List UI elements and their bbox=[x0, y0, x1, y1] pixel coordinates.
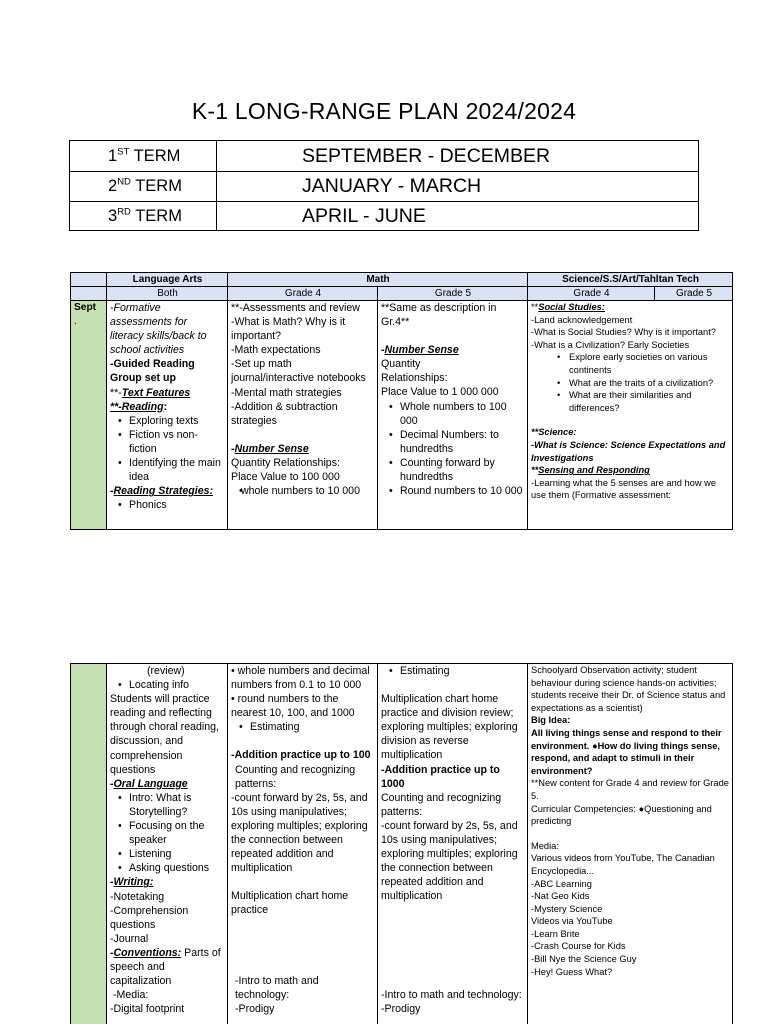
la-text: -Formative bbox=[110, 302, 161, 314]
sci-text: -Mystery Science bbox=[531, 903, 603, 914]
month-label: Sept bbox=[74, 302, 97, 313]
sci-heading: All living things sense and respond to their environment. ●How do living things sense, respond, and adapt to stimuli in their environment? bbox=[531, 727, 722, 776]
language-arts-cell bbox=[107, 301, 228, 530]
la-heading: Reading Strategies: bbox=[113, 485, 214, 498]
list-item: • What are the traits of a civilization? bbox=[531, 377, 730, 390]
list-item: • Whole numbers to 100 000 bbox=[381, 400, 525, 428]
la-text: -Journal bbox=[110, 932, 149, 945]
list-item: • Locating info bbox=[110, 678, 225, 692]
math-text: Place Value to 1 000 000 bbox=[381, 386, 499, 399]
la-text: -Comprehension questions bbox=[110, 904, 189, 931]
math-text: -Prodigy bbox=[235, 1002, 275, 1015]
la-text: - bbox=[110, 777, 114, 790]
sci-text: ** bbox=[531, 302, 539, 312]
math-text: whole numbers and decimal numbers from 0.1 to 10 000 bbox=[231, 665, 370, 692]
sci-text: ** bbox=[531, 465, 539, 476]
math-text: -What is Math? Why is it important? bbox=[231, 316, 346, 343]
la-text: Students will practice reading and reflecting through choral reading, discussion, and comprehension questions bbox=[110, 693, 219, 776]
math-text: -count forward by 2s, 5s, and 10s using manipulatives; exploring multiples; exploring the connection between repeated addition and multiplication bbox=[231, 791, 368, 875]
list-item: • whole numbers to 10 000 bbox=[231, 484, 375, 498]
math-text: Counting and recognizing patterns: bbox=[381, 791, 502, 818]
la-text: -Digital footprint bbox=[110, 1003, 185, 1016]
math-grade4-cell bbox=[228, 301, 378, 530]
month-cell bbox=[71, 664, 107, 1024]
sci-text: -What is a Civilization? Early Societies bbox=[531, 339, 690, 350]
list-item: • Counting forward by hundredths bbox=[381, 456, 525, 484]
sci-text: -Hey! Guess What? bbox=[531, 966, 613, 977]
math-text: -Mental math strategies bbox=[231, 386, 342, 399]
la-text: : bbox=[163, 400, 168, 413]
list-item: • Explore early societies on various continents bbox=[531, 351, 730, 376]
la-heading: Writing: bbox=[113, 876, 154, 889]
sci-text: -Crash Course for Kids bbox=[531, 941, 626, 952]
sci-text: Media: bbox=[531, 840, 559, 851]
la-heading: -Guided Reading bbox=[110, 358, 195, 371]
science-cell bbox=[528, 301, 733, 530]
math-text: round numbers to the nearest 10, 100, and 1000 bbox=[231, 693, 355, 720]
math-text: Relationships: bbox=[381, 372, 448, 385]
la-text: -Media: bbox=[113, 989, 149, 1002]
math-text: -Intro to math and technology: bbox=[235, 974, 319, 1001]
header-row-subjects bbox=[71, 273, 733, 287]
la-heading: Group set up bbox=[110, 372, 176, 385]
la-text: - bbox=[110, 946, 114, 959]
math-heading: Number Sense bbox=[234, 442, 309, 455]
terms-table bbox=[69, 140, 699, 231]
plan-table-page-2 bbox=[70, 663, 733, 1024]
sci-text: Various videos from YouTube, The Canadian Encyclopedia... bbox=[531, 853, 715, 876]
list-item: • Estimating bbox=[381, 664, 525, 678]
month-cell bbox=[71, 301, 107, 530]
math-text: - bbox=[381, 344, 385, 357]
la-text: school activities bbox=[110, 344, 185, 357]
list-item: • Identifying the main idea bbox=[110, 456, 225, 484]
math-text: Place Value to 100 000 bbox=[231, 471, 340, 484]
math-text: -Math expectations bbox=[231, 344, 321, 357]
sci-heading: **Science: bbox=[531, 427, 577, 438]
list-item: • Decimal Numbers: to hundredths bbox=[381, 428, 525, 456]
list-item: • Listening bbox=[110, 847, 225, 861]
math-bullet-line: • round numbers to the nearest 10, 100, and 1000 bbox=[231, 693, 355, 720]
la-heading: Text Features bbox=[121, 386, 191, 399]
la-text: - bbox=[110, 876, 114, 889]
math-text: -Addition & subtraction strategies bbox=[231, 400, 338, 427]
term-label: 3RD TERM bbox=[70, 202, 217, 231]
sci-text: Videos via YouTube bbox=[531, 916, 613, 927]
header-blank bbox=[71, 273, 107, 287]
math-text: -Set up math journal/interactive notebooks bbox=[231, 358, 366, 385]
sci-text: -What is Social Studies? Why is it important? bbox=[531, 327, 716, 338]
header-both: Both bbox=[107, 287, 228, 301]
list-item: • Intro: What is Storytelling? bbox=[110, 791, 225, 819]
sci-heading: Social Studies: bbox=[538, 302, 605, 312]
sci-heading: Sensing and Responding bbox=[538, 465, 650, 476]
header-sci-grade5: Grade 5 bbox=[655, 287, 733, 301]
math-text: **-Assessments and review bbox=[231, 302, 360, 314]
term-months: SEPTEMBER - DECEMBER bbox=[217, 141, 699, 172]
term-months: APRIL - JUNE bbox=[217, 202, 699, 231]
la-heading: Oral Language bbox=[113, 777, 188, 790]
plan-row-continued bbox=[71, 664, 733, 1024]
list-item: • Asking questions bbox=[110, 861, 225, 875]
la-text: (review) bbox=[147, 665, 185, 677]
la-text: Parts of speech and capitalization bbox=[110, 946, 221, 988]
term-row bbox=[70, 172, 699, 202]
sci-text: -Learning what the 5 senses are and how we use them (Formative assessment: bbox=[531, 477, 717, 501]
language-arts-cell bbox=[107, 664, 228, 1024]
header-blank bbox=[71, 287, 107, 301]
math-grade5-cell bbox=[378, 301, 528, 530]
sci-heading: -What is Science: Science Expectations and Investigations bbox=[531, 439, 726, 463]
header-math-grade4: Grade 4 bbox=[228, 287, 378, 301]
math-text: Quantity bbox=[381, 358, 421, 371]
sci-heading: Big Idea: bbox=[531, 715, 571, 726]
term-row bbox=[70, 202, 699, 231]
header-row-grades bbox=[71, 287, 733, 301]
math-text: **Same as description in Gr.4** bbox=[381, 302, 497, 329]
header-sci-grade4: Grade 4 bbox=[528, 287, 655, 301]
math-text: Multiplication chart home practice and division review; exploring multiples; exploring division as reverse multiplication bbox=[381, 693, 518, 762]
page-title: K-1 LONG-RANGE PLAN 2024/2024 bbox=[191, 98, 577, 124]
la-text: -Notetaking bbox=[110, 890, 165, 903]
sci-text: -Learn Brite bbox=[531, 928, 580, 939]
term-label: 1ST TERM bbox=[70, 141, 217, 172]
list-item: • Phonics bbox=[110, 498, 225, 512]
math-text: Multiplication chart home practice bbox=[231, 890, 349, 917]
la-text: literacy skills/back to bbox=[110, 330, 207, 343]
math-bullet-line: • whole numbers and decimal numbers from 0.1 to 10 000 bbox=[231, 665, 370, 692]
month-suffix: . bbox=[74, 316, 77, 328]
list-item: • Exploring texts bbox=[110, 414, 225, 428]
list-item: • Estimating bbox=[231, 720, 375, 734]
science-cell bbox=[528, 664, 733, 1024]
math-heading: -Addition practice up to 100 bbox=[231, 749, 371, 762]
list-item: • Round numbers to 10 000 bbox=[381, 484, 525, 498]
math-text: -count forward by 2s, 5s, and 10s using manipulatives; exploring multiples; exploring the connection between repeated addition and multiplication bbox=[381, 819, 518, 903]
math-text: Counting and recognizing patterns: bbox=[235, 763, 356, 790]
math-heading: -Addition practice up to 1000 bbox=[381, 763, 500, 790]
sci-text: -Bill Nye the Science Guy bbox=[531, 954, 637, 965]
math-text: -Intro to math and technology: bbox=[381, 988, 522, 1001]
math-heading: Number Sense bbox=[384, 344, 459, 357]
math-grade4-cell bbox=[228, 664, 378, 1024]
math-grade5-cell bbox=[378, 664, 528, 1024]
list-item: • What are their similarities and differences? bbox=[531, 389, 730, 414]
la-text: - bbox=[110, 485, 114, 498]
la-heading: Conventions: bbox=[113, 946, 182, 959]
plan-table-page-1 bbox=[70, 272, 733, 530]
term-months: JANUARY - MARCH bbox=[217, 172, 699, 202]
list-item: • Fiction vs non-fiction bbox=[110, 428, 225, 456]
math-text: Quantity Relationships: bbox=[231, 456, 340, 469]
sci-text: -Nat Geo Kids bbox=[531, 891, 590, 902]
sci-text: Curricular Competencies: ●Questioning and predicting bbox=[531, 803, 712, 827]
la-text: **- bbox=[110, 400, 122, 413]
list-item: • Focusing on the speaker bbox=[110, 819, 225, 847]
term-label: 2ND TERM bbox=[70, 172, 217, 202]
la-heading: Reading bbox=[121, 400, 164, 413]
header-science: Science/S.S/Art/Tahltan Tech bbox=[528, 273, 733, 287]
term-row bbox=[70, 141, 699, 172]
la-text: assessments for bbox=[110, 316, 188, 329]
header-math: Math bbox=[228, 273, 528, 287]
math-text: -Prodigy bbox=[381, 1002, 421, 1015]
sci-text: **New content for Grade 4 and review for Grade 5. bbox=[531, 778, 729, 801]
math-text: - bbox=[231, 442, 235, 455]
sci-text: -ABC Learning bbox=[531, 878, 592, 889]
header-math-grade5: Grade 5 bbox=[378, 287, 528, 301]
sci-text: Schoolyard Observation activity; student behaviour during science hands-on activities; students receive their Dr. of Science status and expectations as a scientist) bbox=[531, 665, 726, 713]
la-text: **- bbox=[110, 386, 122, 399]
sci-text: -Land acknowledgement bbox=[531, 314, 633, 325]
header-language-arts: Language Arts bbox=[107, 273, 228, 287]
plan-row-sept bbox=[71, 301, 733, 530]
